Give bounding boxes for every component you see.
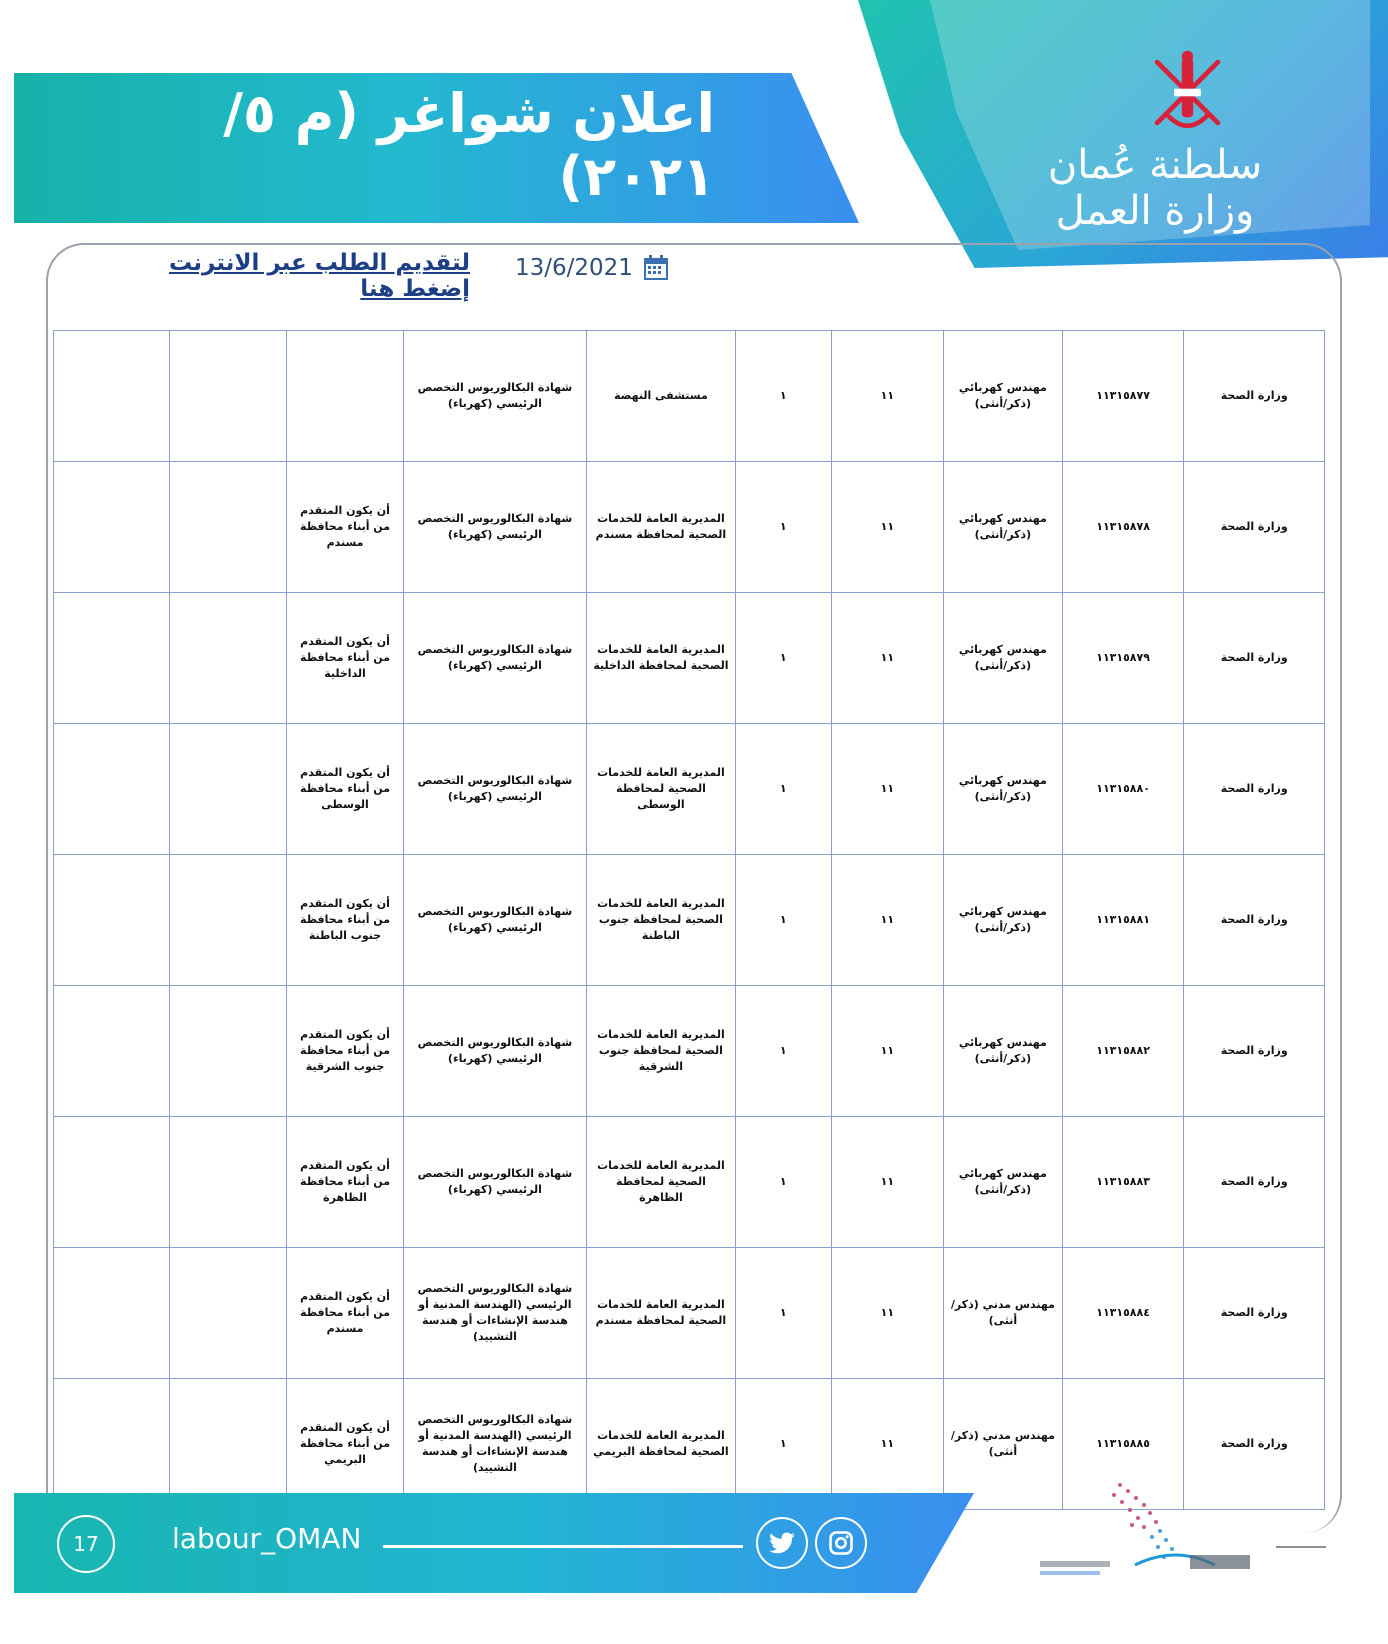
cell-count: ١ [735, 1379, 831, 1510]
cell-extra-1 [169, 1117, 287, 1248]
instagram-button[interactable] [815, 1517, 867, 1569]
table-row [54, 331, 1325, 462]
table-row [54, 724, 1325, 855]
cell-count: ١ [735, 1117, 831, 1248]
cell-workplace: المديرية العامة للخدمات الصحية لمحافظة البريمي [587, 1379, 736, 1510]
oman-vision-2040-logo [1040, 1465, 1265, 1595]
cell-extra-1 [169, 1379, 287, 1510]
announcement-date: 13/6/2021 [515, 255, 633, 281]
cell-workplace: مستشفى النهضة [587, 331, 736, 462]
cell-qualification: شهادة البكالوريوس التخصص الرئيسي (كهرباء) [403, 593, 586, 724]
cell-extra-2 [54, 462, 170, 593]
cell-count: ١ [735, 331, 831, 462]
vacancies-table [53, 330, 1325, 1510]
cell-job-title: مهندس مدني (ذكر/أنثى) [944, 1379, 1063, 1510]
cell-workplace: المديرية العامة للخدمات الصحية لمحافظة مسندم [587, 1248, 736, 1379]
cell-qualification: شهادة البكالوريوس التخصص الرئيسي (كهرباء) [403, 462, 586, 593]
cell-workplace: المديرية العامة للخدمات الصحية لمحافظة الداخلية [587, 593, 736, 724]
cell-extra-2 [54, 331, 170, 462]
cell-job-title: مهندس كهربائي (ذكر/أنثى) [944, 331, 1063, 462]
cell-code: ١١٣١٥٨٨٠ [1062, 724, 1184, 855]
cell-grade: ١١ [831, 855, 943, 986]
date-block [515, 255, 669, 281]
cell-extra-1 [169, 462, 287, 593]
page-number: 17 [57, 1515, 115, 1573]
cell-extra-2 [54, 724, 170, 855]
cell-condition [287, 331, 404, 462]
cell-job-title: مهندس كهربائي (ذكر/أنثى) [944, 1117, 1063, 1248]
cell-qualification: شهادة البكالوريوس التخصص الرئيسي (كهرباء) [403, 331, 586, 462]
cell-extra-2 [54, 593, 170, 724]
cell-condition: أن يكون المتقدم من أبناء محافظة جنوب الشرقية [287, 986, 404, 1117]
cell-condition: أن يكون المتقدم من أبناء محافظة مسندم [287, 1248, 404, 1379]
cell-grade: ١١ [831, 462, 943, 593]
ministry-line-1: سلطنة عُمان [1047, 142, 1263, 188]
cell-code: ١١٣١٥٨٨٣ [1062, 1117, 1184, 1248]
table-row [54, 855, 1325, 986]
page-title: اعلان شواغر (م ٥/ ٢٠٢١) [223, 82, 715, 208]
cell-qualification: شهادة البكالوريوس التخصص الرئيسي (كهرباء) [403, 1117, 586, 1248]
cell-entity: وزارة الصحة [1184, 986, 1325, 1117]
cell-count: ١ [735, 1248, 831, 1379]
cell-entity: وزارة الصحة [1184, 462, 1325, 593]
cell-code: ١١٣١٥٨٨١ [1062, 855, 1184, 986]
cell-extra-2 [54, 986, 170, 1117]
cell-code: ١١٣١٥٨٨٢ [1062, 986, 1184, 1117]
cell-count: ١ [735, 724, 831, 855]
cell-extra-1 [169, 1248, 287, 1379]
social-handle[interactable]: labour_OMAN [172, 1522, 362, 1555]
footer-right-divider [1276, 1546, 1326, 1548]
table-row [54, 1117, 1325, 1248]
cell-condition: أن يكون المتقدم من أبناء محافظة مسندم [287, 462, 404, 593]
cell-extra-1 [169, 724, 287, 855]
vacancies-table-body [54, 331, 1325, 1510]
table-row [54, 1248, 1325, 1379]
cell-grade: ١١ [831, 1379, 943, 1510]
twitter-icon [768, 1529, 796, 1557]
cell-grade: ١١ [831, 724, 943, 855]
twitter-button[interactable] [756, 1517, 808, 1569]
cell-entity: وزارة الصحة [1184, 331, 1325, 462]
cell-workplace: المديرية العامة للخدمات الصحية لمحافظة مسندم [587, 462, 736, 593]
cell-condition: أن يكون المتقدم من أبناء محافظة الوسطى [287, 724, 404, 855]
cell-qualification: شهادة البكالوريوس التخصص الرئيسي (الهندسة المدنية أو هندسة الإنشاءات أو هندسة التشييد) [403, 1248, 586, 1379]
instagram-icon [827, 1529, 855, 1557]
cell-extra-2 [54, 855, 170, 986]
cell-extra-1 [169, 593, 287, 724]
cell-count: ١ [735, 462, 831, 593]
table-row [54, 986, 1325, 1117]
ministry-logo-text [1040, 142, 1270, 234]
cell-count: ١ [735, 593, 831, 724]
cell-extra-1 [169, 986, 287, 1117]
cell-code: ١١٣١٥٨٧٧ [1062, 331, 1184, 462]
table-row [54, 593, 1325, 724]
cell-grade: ١١ [831, 331, 943, 462]
cell-count: ١ [735, 855, 831, 986]
cell-code: ١١٣١٥٨٨٥ [1062, 1379, 1184, 1510]
cell-condition: أن يكون المتقدم من أبناء محافظة البريمي [287, 1379, 404, 1510]
cell-extra-2 [54, 1248, 170, 1379]
cell-grade: ١١ [831, 1248, 943, 1379]
cell-qualification: شهادة البكالوريوس التخصص الرئيسي (كهرباء) [403, 855, 586, 986]
cell-workplace: المديرية العامة للخدمات الصحية لمحافظة الظاهرة [587, 1117, 736, 1248]
cell-extra-1 [169, 331, 287, 462]
cell-job-title: مهندس مدني (ذكر/أنثى) [944, 1248, 1063, 1379]
cell-extra-2 [54, 1379, 170, 1510]
cell-job-title: مهندس كهربائي (ذكر/أنثى) [944, 986, 1063, 1117]
cell-condition: أن يكون المتقدم من أبناء محافظة الداخلية [287, 593, 404, 724]
cell-code: ١١٣١٥٨٨٤ [1062, 1248, 1184, 1379]
cell-job-title: مهندس كهربائي (ذكر/أنثى) [944, 724, 1063, 855]
footer-divider [383, 1545, 743, 1548]
cell-entity: وزارة الصحة [1184, 855, 1325, 986]
cell-grade: ١١ [831, 593, 943, 724]
cell-code: ١١٣١٥٨٧٨ [1062, 462, 1184, 593]
cell-condition: أن يكون المتقدم من أبناء محافظة جنوب الباطنة [287, 855, 404, 986]
cell-job-title: مهندس كهربائي (ذكر/أنثى) [944, 462, 1063, 593]
calendar-icon [643, 255, 669, 281]
cell-grade: ١١ [831, 1117, 943, 1248]
cell-entity: وزارة الصحة [1184, 724, 1325, 855]
cell-entity: وزارة الصحة [1184, 1379, 1325, 1510]
cell-workplace: المديرية العامة للخدمات الصحية لمحافظة جنوب الباطنة [587, 855, 736, 986]
cell-qualification: شهادة البكالوريوس التخصص الرئيسي (كهرباء) [403, 724, 586, 855]
cell-code: ١١٣١٥٨٧٩ [1062, 593, 1184, 724]
cell-extra-1 [169, 855, 287, 986]
cell-entity: وزارة الصحة [1184, 593, 1325, 724]
cell-count: ١ [735, 986, 831, 1117]
cell-grade: ١١ [831, 986, 943, 1117]
cell-qualification: شهادة البكالوريوس التخصص الرئيسي (كهرباء) [403, 986, 586, 1117]
cell-entity: وزارة الصحة [1184, 1248, 1325, 1379]
cell-workplace: المديرية العامة للخدمات الصحية لمحافظة جنوب الشرقية [587, 986, 736, 1117]
cell-qualification: شهادة البكالوريوس التخصص الرئيسي (الهندسة المدنية أو هندسة الإنشاءات أو هندسة التشييد) [403, 1379, 586, 1510]
cell-job-title: مهندس كهربائي (ذكر/أنثى) [944, 593, 1063, 724]
cell-workplace: المديرية العامة للخدمات الصحية لمحافظة الوسطى [587, 724, 736, 855]
ministry-line-2: وزارة العمل [1055, 188, 1255, 234]
apply-online-link[interactable]: لتقديم الطلب عبر الانترنت إضغط هنا [169, 250, 470, 302]
cell-extra-2 [54, 1117, 170, 1248]
cell-job-title: مهندس كهربائي (ذكر/أنثى) [944, 855, 1063, 986]
table-row [54, 462, 1325, 593]
oman-emblem-icon [1140, 45, 1235, 140]
cell-condition: أن يكون المتقدم من أبناء محافظة الظاهرة [287, 1117, 404, 1248]
cell-entity: وزارة الصحة [1184, 1117, 1325, 1248]
